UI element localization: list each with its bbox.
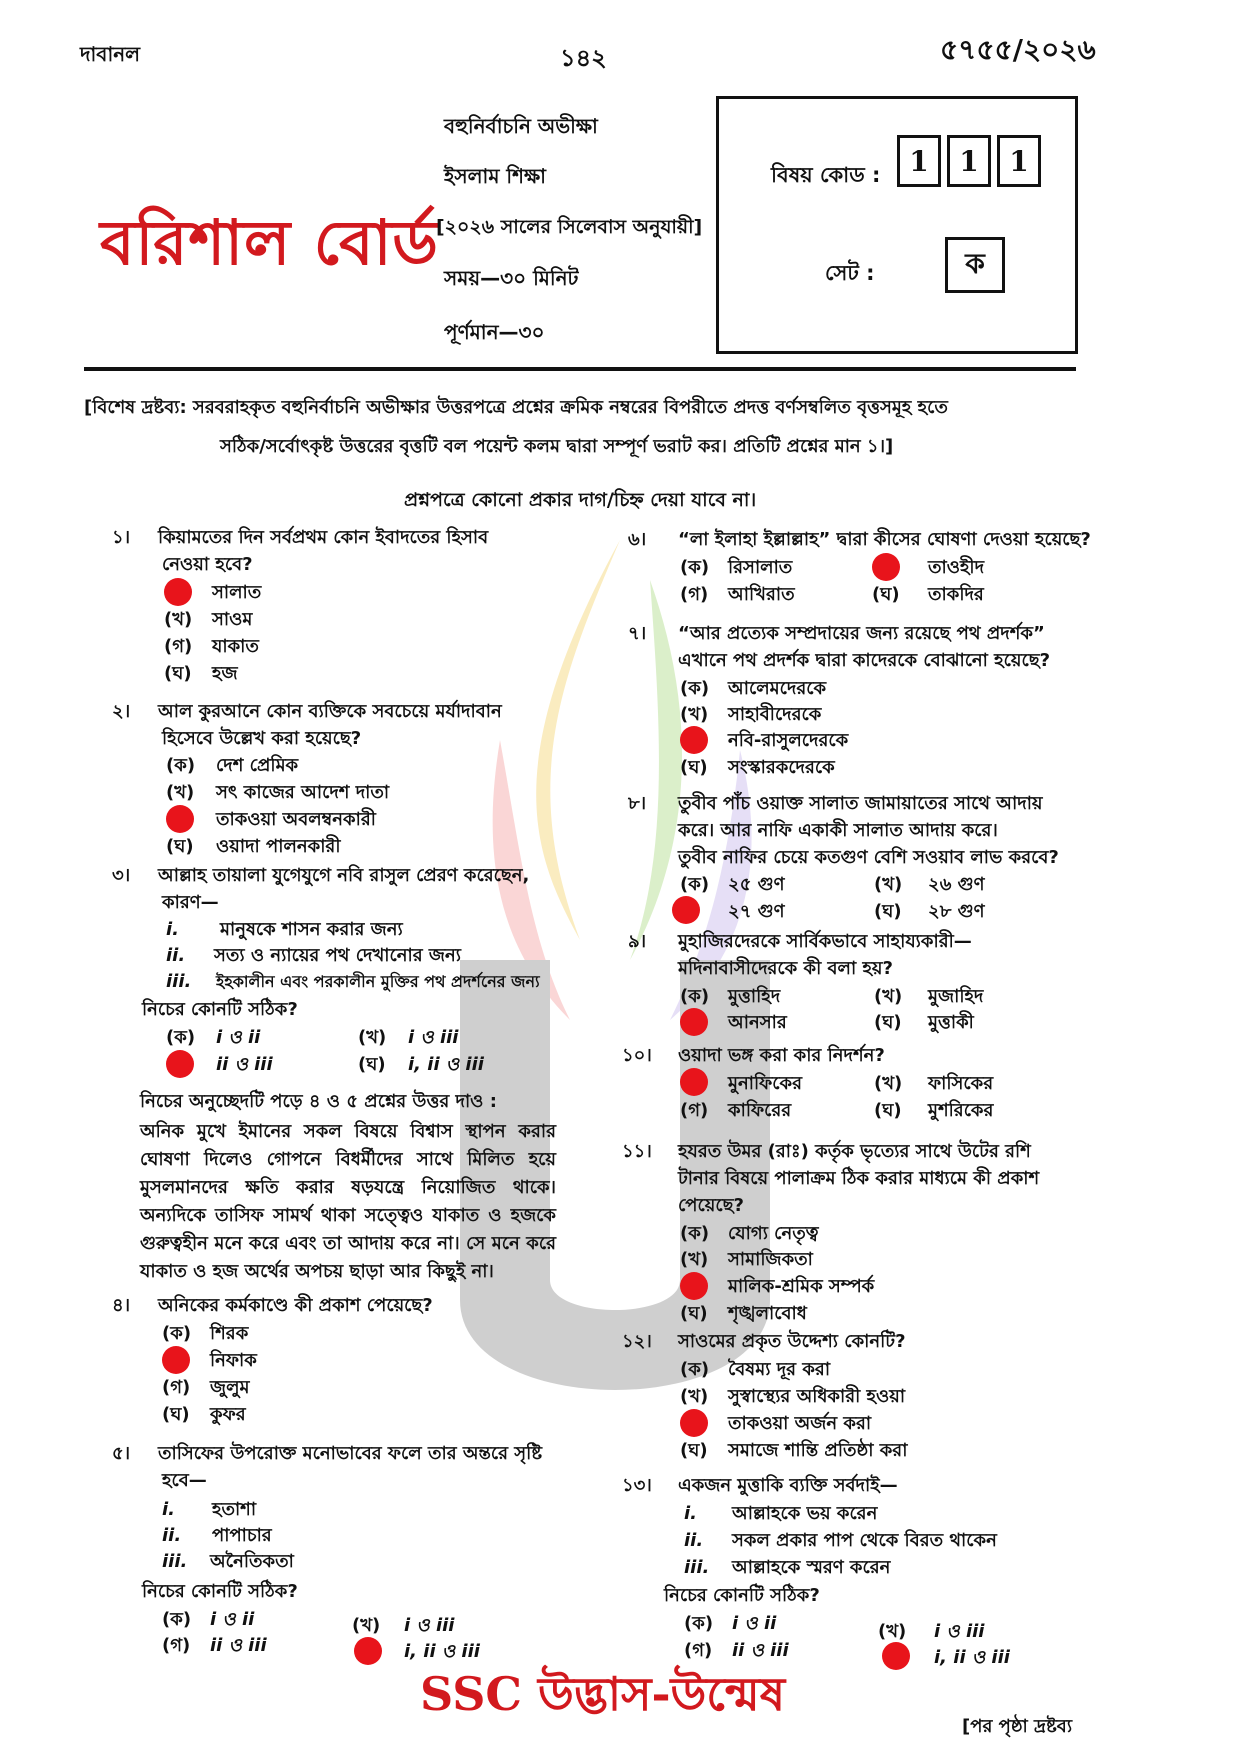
- question-text: নেওয়া হবে?: [162, 554, 253, 575]
- option-text: তাকদির: [928, 584, 984, 605]
- option-label: (ঘ): [680, 757, 708, 778]
- option-text: দেশ প্রেমিক: [216, 755, 299, 776]
- option-label: (খ): [874, 986, 903, 1007]
- option-label: (ক): [680, 1223, 710, 1244]
- option-label: (ঘ): [680, 1303, 708, 1324]
- statement-roman: iii.: [162, 1551, 188, 1572]
- question-ask: নিচের কোনটি সঠিক?: [142, 999, 298, 1020]
- option-label: (ক): [166, 1027, 196, 1048]
- page-number: ১৪২: [560, 44, 607, 72]
- footer-brand: SSC উদ্ভাস-উন্মেষ: [420, 1667, 786, 1721]
- option-label: (খ): [164, 609, 193, 630]
- board-title: বরিশাল বোর্ড: [100, 206, 440, 279]
- set-label: সেট :: [825, 261, 875, 285]
- answer-marker: [680, 1068, 708, 1096]
- question-7: [628, 620, 1098, 780]
- statement-roman: ii.: [684, 1530, 704, 1551]
- answer-marker: [882, 1642, 910, 1670]
- set-value: ক: [945, 237, 1005, 293]
- option-label: (ঘ): [162, 1404, 190, 1425]
- option-label: (খ): [358, 1027, 387, 1048]
- option-label: (ঘ): [166, 836, 194, 857]
- question-10: [622, 1042, 1098, 1132]
- question-text: তুবীব পাঁচ ওয়াক্ত সালাত জামায়াতের সাথে আদায়: [678, 793, 1043, 814]
- option-text: কুফর: [210, 1404, 246, 1425]
- question-number: ৩।: [112, 865, 131, 886]
- option-text: সংস্কারকদেরকে: [728, 757, 835, 778]
- question-number: ২।: [112, 701, 131, 722]
- option-label: (ক): [684, 1613, 714, 1634]
- instruction-line-1: [বিশেষ দ্রষ্টব্য: সরবরাহকৃত বহুনির্বাচনি অভীক্ষার উত্তরপত্রে প্রশ্নের ক্রমিক নম্বরের বিপরীতে প্রদত্ত বর্ণসম্বলিত বৃত্তসমূহ হতে: [84, 397, 948, 418]
- option-text: তাওহীদ: [928, 557, 985, 578]
- answer-marker: [166, 1050, 194, 1078]
- option-text: কাফিরের: [728, 1100, 792, 1121]
- statement-roman: ii.: [162, 1525, 182, 1546]
- subject-code-digits: [897, 135, 1041, 187]
- answer-marker: [680, 1409, 708, 1437]
- option-text: ii ও iii: [210, 1635, 267, 1656]
- option-label: (খ): [352, 1615, 381, 1636]
- passage-intro: নিচের অনুচ্ছেদটি পড়ে ৪ ও ৫ প্রশ্নের উত্তর দাও :: [140, 1091, 497, 1112]
- question-3: [112, 862, 582, 1082]
- header-left: দাবানল: [80, 42, 141, 66]
- statement-text: সত্য ও ন্যায়ের পথ দেখানোর জন্য: [214, 945, 461, 966]
- header-right: ৫৭৫৫/২০২৬: [940, 33, 1096, 66]
- option-text: মুনাফিকের: [728, 1073, 802, 1094]
- statement-roman: i.: [684, 1503, 698, 1524]
- option-label: (গ): [680, 1100, 709, 1121]
- answer-marker: [672, 896, 700, 924]
- option-label: (ঘ): [874, 901, 902, 922]
- option-text: i ও ii: [210, 1609, 255, 1630]
- question-text: কারণ—: [162, 892, 219, 913]
- option-label: (ক): [680, 1359, 710, 1380]
- option-text: ২৫ গুণ: [728, 874, 785, 895]
- statement-text: আল্লাহকে স্মরণ করেন: [732, 1557, 891, 1578]
- option-text: মুত্তাকী: [928, 1012, 974, 1033]
- question-number: ১১।: [622, 1141, 652, 1162]
- option-label: (ঘ): [164, 663, 192, 684]
- instruction-line-3: প্রশ্নপত্রে কোনো প্রকার দাগ/চিহ্ন দেয়া যাবে না।: [404, 489, 757, 511]
- option-text: ২৬ গুণ: [928, 874, 985, 895]
- option-text: জুলুম: [210, 1377, 250, 1398]
- question-text: “লা ইলাহা ইল্লাল্লাহ” দ্বারা কীসের ঘোষণা দেওয়া হয়েছে?: [678, 529, 1091, 550]
- option-text: মুত্তাহিদ: [728, 986, 781, 1007]
- exam-type: বহুনির্বাচনি অভীক্ষা: [444, 114, 598, 138]
- answer-marker: [680, 1008, 708, 1036]
- instruction-line-2: সঠিক/সর্বোৎকৃষ্ট উত্তরের বৃত্তটি বল পয়েন্ট কলম দ্বারা সম্পূর্ণ ভরাট কর। প্রতিটি প্রশ্নের মান ১।]: [220, 436, 894, 457]
- answer-marker: [164, 578, 192, 606]
- subject-code-box: [716, 96, 1078, 354]
- subject-code-label: বিষয় কোড :: [771, 163, 881, 187]
- answer-marker: [872, 553, 900, 581]
- option-label: (খ): [878, 1621, 907, 1642]
- question-text: হবে—: [162, 1470, 207, 1491]
- question-text: সাওমের প্রকৃত উদ্দেশ্য কোনটি?: [678, 1331, 906, 1352]
- question-text: পেয়েছে?: [678, 1195, 744, 1216]
- option-text: হজ: [212, 663, 238, 684]
- option-text: যাকাত: [212, 636, 259, 657]
- question-text: আল কুরআনে কোন ব্যক্তিকে সবচেয়ে মর্যাদাবান: [158, 701, 502, 722]
- exam-syllabus: [২০২৬ সালের সিলেবাস অনুযায়ী]: [436, 216, 703, 238]
- option-text: i ও iii: [934, 1621, 985, 1642]
- option-text: রিসালাত: [728, 557, 793, 578]
- question-1: [112, 524, 582, 684]
- exam-marks: পূর্ণমান—৩০: [444, 320, 545, 344]
- question-ask: নিচের কোনটি সঠিক?: [664, 1585, 820, 1606]
- option-label: (খ): [874, 874, 903, 895]
- option-text: মুজাহিদ: [928, 986, 984, 1007]
- statement-text: হতাশা: [212, 1499, 257, 1520]
- option-text: i ও ii: [732, 1613, 777, 1634]
- question-number: ১৩।: [622, 1475, 652, 1496]
- option-label: (খ): [680, 1249, 709, 1270]
- option-text: i ও ii: [216, 1027, 261, 1048]
- option-label: (ক): [680, 874, 710, 895]
- option-label: (ঘ): [874, 1012, 902, 1033]
- option-text: ফাসিকের: [928, 1073, 994, 1094]
- option-text: বৈষম্য দূর করা: [728, 1359, 831, 1380]
- question-text: ওয়াদা ভঙ্গ করা কার নিদর্শন?: [678, 1045, 885, 1066]
- answer-marker: [680, 1272, 708, 1300]
- question-text: এখানে পথ প্রদর্শক দ্বারা কাদেরকে বোঝানো হয়েছে?: [678, 650, 1051, 671]
- option-label: (ক): [166, 755, 196, 776]
- option-label: (গ): [680, 584, 709, 605]
- question-5: [112, 1440, 582, 1660]
- question-11: [622, 1138, 1098, 1328]
- code-digit: 1: [947, 135, 991, 187]
- statement-roman: ii.: [166, 945, 186, 966]
- question-text: তাসিফের উপরোক্ত মনোভাবের ফলে তার অন্তরে সৃষ্টি: [158, 1443, 543, 1464]
- question-text: হিসেবে উল্লেখ করা হয়েছে?: [162, 728, 362, 749]
- statement-text: আল্লাহকে ভয় করেন: [732, 1503, 878, 1524]
- code-digit: 1: [897, 135, 941, 187]
- statement-text: অনৈতিকতা: [210, 1551, 294, 1572]
- option-label: (গ): [164, 636, 193, 657]
- option-label: (ক): [680, 678, 710, 699]
- option-label: (ঘ): [680, 1440, 708, 1461]
- option-label: (খ): [874, 1073, 903, 1094]
- question-ask: নিচের কোনটি সঠিক?: [142, 1581, 298, 1602]
- question-text: একজন মুত্তাকি ব্যক্তি সর্বদাই—: [678, 1475, 898, 1496]
- answer-marker: [166, 805, 194, 833]
- question-number: ১।: [112, 527, 131, 548]
- option-text: i, ii ও iii: [934, 1647, 1010, 1668]
- question-text: কিয়ামতের দিন সর্বপ্রথম কোন ইবাদতের হিসাব: [158, 527, 489, 548]
- question-9: [628, 928, 1098, 1033]
- header-divider: [84, 367, 1076, 371]
- question-text: টানার বিষয়ে পালাক্রম ঠিক করার মাধ্যমে কী প্রকাশ: [678, 1168, 1040, 1189]
- statement-roman: iii.: [684, 1557, 710, 1578]
- question-number: ৬।: [628, 529, 647, 550]
- option-text: নিফাক: [210, 1350, 257, 1371]
- question-4: [112, 1292, 582, 1432]
- question-text: “আর প্রত্যেক সম্প্রদায়ের জন্য রয়েছে পথ প্রদর্শক”: [678, 623, 1045, 644]
- question-8: [628, 790, 1098, 930]
- option-text: যোগ্য নেতৃত্ব: [728, 1223, 819, 1244]
- option-text: সাহাবীদেরকে: [728, 704, 822, 725]
- option-text: আখিরাত: [728, 584, 795, 605]
- answer-marker: [680, 726, 708, 754]
- statement-text: ইহকালীন এবং পরকালীন মুক্তির পথ প্রদর্শনের জন্য: [216, 972, 540, 991]
- option-text: i ও iii: [404, 1615, 455, 1636]
- question-number: ৯।: [628, 931, 647, 952]
- question-number: ১২।: [622, 1331, 652, 1352]
- question-text: হযরত উমর (রাঃ) কর্তৃক ভৃত্যের সাথে উটের রশি: [678, 1141, 1031, 1162]
- code-digit: 1: [997, 135, 1041, 187]
- question-text: মুহাজিরদেরকে সার্বিকভাবে সাহায্যকারী—: [678, 931, 972, 952]
- question-number: ১০।: [622, 1045, 652, 1066]
- question-text: মদিনাবাসীদেরকে কী বলা হয়?: [678, 958, 893, 979]
- option-text: সৎ কাজের আদেশ দাতা: [216, 782, 390, 803]
- question-number: ৫।: [112, 1443, 131, 1464]
- option-text: সালাত: [212, 582, 262, 603]
- statement-text: পাপাচার: [212, 1525, 272, 1546]
- exam-time: সময়—৩০ মিনিট: [444, 266, 579, 290]
- option-text: মালিক-শ্রমিক সম্পর্ক: [728, 1276, 875, 1297]
- option-text: সমাজে শান্তি প্রতিষ্ঠা করা: [728, 1440, 908, 1461]
- passage: অনিক মুখে ইমানের সকল বিষয়ে বিশ্বাস স্থাপন করার ঘোষণা দিলেও গোপনে বিধর্মীদের সাথে মিলিত হয়ে মুসলমানদের ক্ষতি করার ষড়যন্ত্রে নিয়োজিত থাকে। অন্যদিকে তাসিফ সামর্থ থাকা সত্ত্বেও যাকাত ও হজকে গুরুত্বহীন মনে করে এবং তা আদায় করে না। সে মনে করে যাকাত ও হজ অর্থের অপচয় ছাড়া আর কিছুই না।: [140, 1121, 556, 1282]
- question-number: ৮।: [628, 793, 647, 814]
- option-text: শৃঙ্খলাবোধ: [728, 1303, 807, 1324]
- option-label: (ক): [162, 1323, 192, 1344]
- question-text: করে। আর নাফি একাকী সালাত আদায় করে।: [678, 820, 998, 841]
- question-6: [628, 526, 1098, 616]
- option-text: নবি-রাসুলদেরকে: [728, 730, 849, 751]
- option-text: শিরক: [210, 1323, 249, 1344]
- option-label: (খ): [680, 704, 709, 725]
- statement-roman: i.: [162, 1499, 176, 1520]
- answer-marker: [162, 1346, 190, 1374]
- option-text: ii ও iii: [732, 1640, 789, 1661]
- option-text: আনসার: [728, 1012, 787, 1033]
- option-text: i, ii ও iii: [404, 1641, 480, 1662]
- option-text: মুশরিকের: [928, 1100, 994, 1121]
- option-label: (খ): [680, 1386, 709, 1407]
- option-text: ii ও iii: [216, 1054, 273, 1075]
- option-label: (ক): [680, 557, 710, 578]
- option-text: তাকওয়া অবলম্বনকারী: [216, 809, 376, 830]
- option-text: আলেমদেরকে: [728, 678, 827, 699]
- option-text: ২৭ গুণ: [728, 901, 785, 922]
- question-13: [622, 1472, 1098, 1672]
- option-label: (ক): [162, 1609, 192, 1630]
- statement-roman: iii.: [166, 971, 192, 992]
- option-text: সাওম: [212, 609, 253, 630]
- option-text: i ও iii: [408, 1027, 459, 1048]
- question-text: আল্লাহ তায়ালা যুগেযুগে নবি রাসুল প্রেরণ করেছেন,: [158, 865, 530, 886]
- footer-note: [পর পৃষ্ঠা দ্রষ্টব্য: [962, 1716, 1073, 1737]
- question-2: [112, 698, 582, 857]
- option-label: (খ): [166, 782, 195, 803]
- option-label: (গ): [162, 1377, 191, 1398]
- question-text: অনিকের কর্মকাণ্ডে কী প্রকাশ পেয়েছে?: [158, 1295, 433, 1316]
- question-12: [622, 1328, 1098, 1468]
- answer-marker: [354, 1637, 382, 1665]
- question-number: ৭।: [628, 623, 647, 644]
- question-text: তুবীব নাফির চেয়ে কতগুণ বেশি সওয়াব লাভ করবে?: [678, 847, 1059, 868]
- option-text: তাকওয়া অর্জন করা: [728, 1413, 872, 1434]
- option-label: (ঘ): [872, 584, 900, 605]
- statement-roman: i.: [166, 919, 180, 940]
- option-label: (ঘ): [874, 1100, 902, 1121]
- option-label: (ক): [680, 986, 710, 1007]
- option-label: (গ): [162, 1635, 191, 1656]
- option-label: (গ): [684, 1640, 713, 1661]
- exam-subject: ইসলাম শিক্ষা: [444, 164, 546, 188]
- statement-text: সকল প্রকার পাপ থেকে বিরত থাকেন: [732, 1530, 997, 1551]
- option-text: সামাজিকতা: [728, 1249, 813, 1270]
- statement-text: মানুষকে শাসন করার জন্য: [220, 919, 403, 940]
- option-text: সুস্বাস্থ্যের অধিকারী হওয়া: [728, 1386, 906, 1407]
- option-text: ওয়াদা পালনকারী: [216, 836, 341, 857]
- option-text: ২৮ গুণ: [928, 901, 985, 922]
- option-text: i, ii ও iii: [408, 1054, 484, 1075]
- option-label: (ঘ): [358, 1054, 386, 1075]
- question-number: ৪।: [112, 1295, 131, 1316]
